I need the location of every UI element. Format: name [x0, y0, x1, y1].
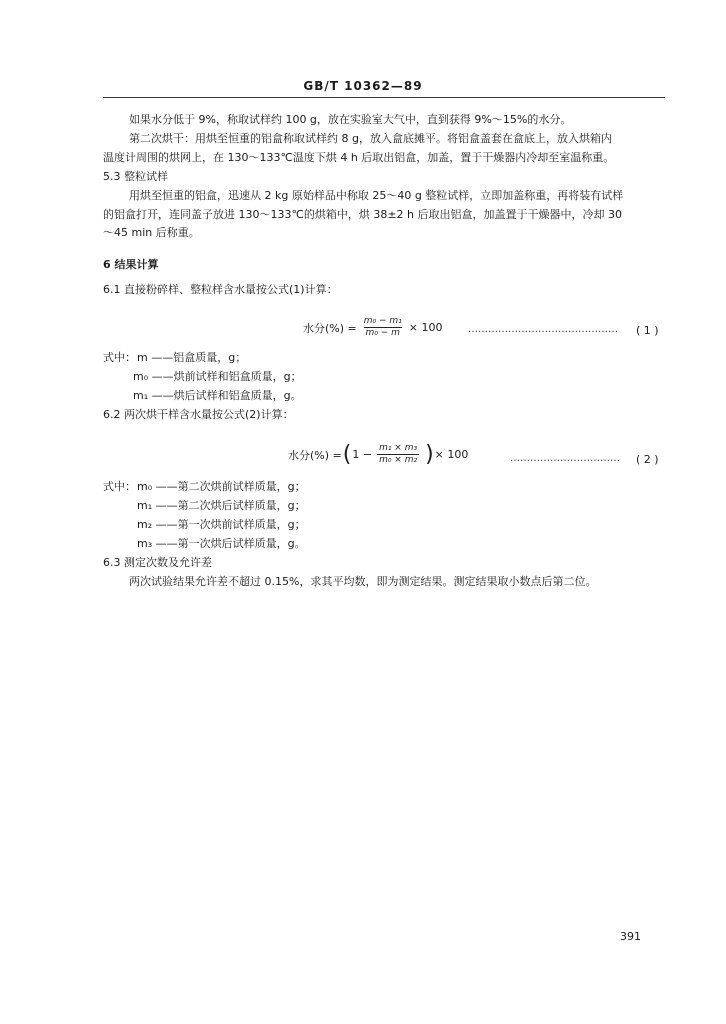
section-6-1-text: 6.1 直接粉碎样、整粒样含水量按公式(1)计算： — [103, 283, 338, 296]
paragraph-second-drying-line1: 第二次烘干：用烘至恒重的铝盒称取试样约 8 g，放入盒底摊平。将铝盒盖套在盒底上，放入烘箱内 — [129, 132, 612, 145]
section-5-3-line2: 的铝盒打开，连同盖子放进 130～133℃的烘箱中，烘 38±2 h 后取出铝盒，加盖置于干燥器中，冷却 30 — [103, 208, 623, 221]
where-2-item: m₂ ——第一次烘前试样质量，g； — [137, 518, 306, 531]
where-1-item: m₁ ——烘后试样和铝盒质量，g。 — [133, 389, 302, 402]
section-6-title: 6 结果计算 — [103, 258, 159, 271]
left-paren: ( — [342, 441, 352, 467]
equation-2-one: 1 − — [352, 448, 373, 461]
equation-1-lhs: 水分(%) = — [303, 321, 357, 335]
equation-1-label: ( 1 ) — [636, 324, 659, 337]
where-2-lead: 式中： — [103, 480, 136, 493]
page-number: 391 — [620, 930, 641, 943]
where-2-item: m₃ ——第一次烘后试样质量，g。 — [137, 537, 306, 550]
paragraph-moisture-low: 如果水分低于 9%，称取试样约 100 g，放在实验室大气中，直到获得 9%～15%的水分。 — [129, 113, 572, 126]
where-2-item: m₁ ——第二次烘后试样质量，g； — [137, 499, 306, 512]
right-paren: ) — [425, 441, 434, 467]
paragraph-second-drying-line2: 温度计周围的烘网上，在 130～133℃温度下烘 4 h 后取出铝盒，加盖，置于干燥器内冷却至室温称重。 — [103, 151, 615, 164]
where-2-item: m₀ ——第二次烘前试样质量，g； — [137, 480, 306, 493]
equation-1-numerator: m₀ − m₁ — [363, 316, 402, 326]
equation-2-numerator: m₁ × m₃ — [379, 443, 418, 453]
equation-2-label: ( 2 ) — [636, 453, 659, 466]
section-5-3-title: 5.3 整粒试样 — [103, 170, 168, 183]
equation-2 — [288, 443, 468, 466]
equation-2-denominator: m₀ × m₂ — [379, 455, 418, 465]
section-6-2-text: 6.2 两次烘干样含水量按公式(2)计算： — [103, 408, 294, 421]
equation-1-denominator: m₀ − m — [365, 328, 400, 338]
section-6-3-title: 6.3 测定次数及允许差 — [103, 556, 212, 569]
header-rule — [103, 97, 665, 98]
equation-2-fraction — [377, 443, 419, 466]
section-5-3-line1: 用烘至恒重的铝盒，迅速从 2 kg 原始样品中称取 25～40 g 整粒试样，立即加盖称重，再将装有试样 — [129, 189, 624, 202]
equation-1-rhs: × 100 — [408, 321, 443, 334]
where-1-item: m ——铝盒质量，g； — [137, 351, 247, 364]
section-5-3-line3: ～45 min 后称重。 — [103, 226, 200, 239]
section-6-3-text: 两次试验结果允许差不超过 0.15%，求其平均数，即为测定结果。测定结果取小数点后第二位。 — [129, 575, 597, 588]
standard-code-header: GB/T 10362—89 — [303, 79, 423, 93]
equation-1-fraction — [362, 316, 404, 339]
equation-2-rhs: × 100 — [434, 448, 469, 461]
equation-2-leader: …………………………… — [510, 453, 620, 464]
equation-1 — [303, 316, 442, 339]
equation-1-leader: ……………………………………… — [468, 324, 618, 335]
where-1-item: m₀ ——烘前试样和铝盒质量，g； — [133, 370, 302, 383]
equation-2-lhs: 水分(%) = — [288, 448, 342, 462]
where-1-lead: 式中： — [103, 351, 136, 364]
